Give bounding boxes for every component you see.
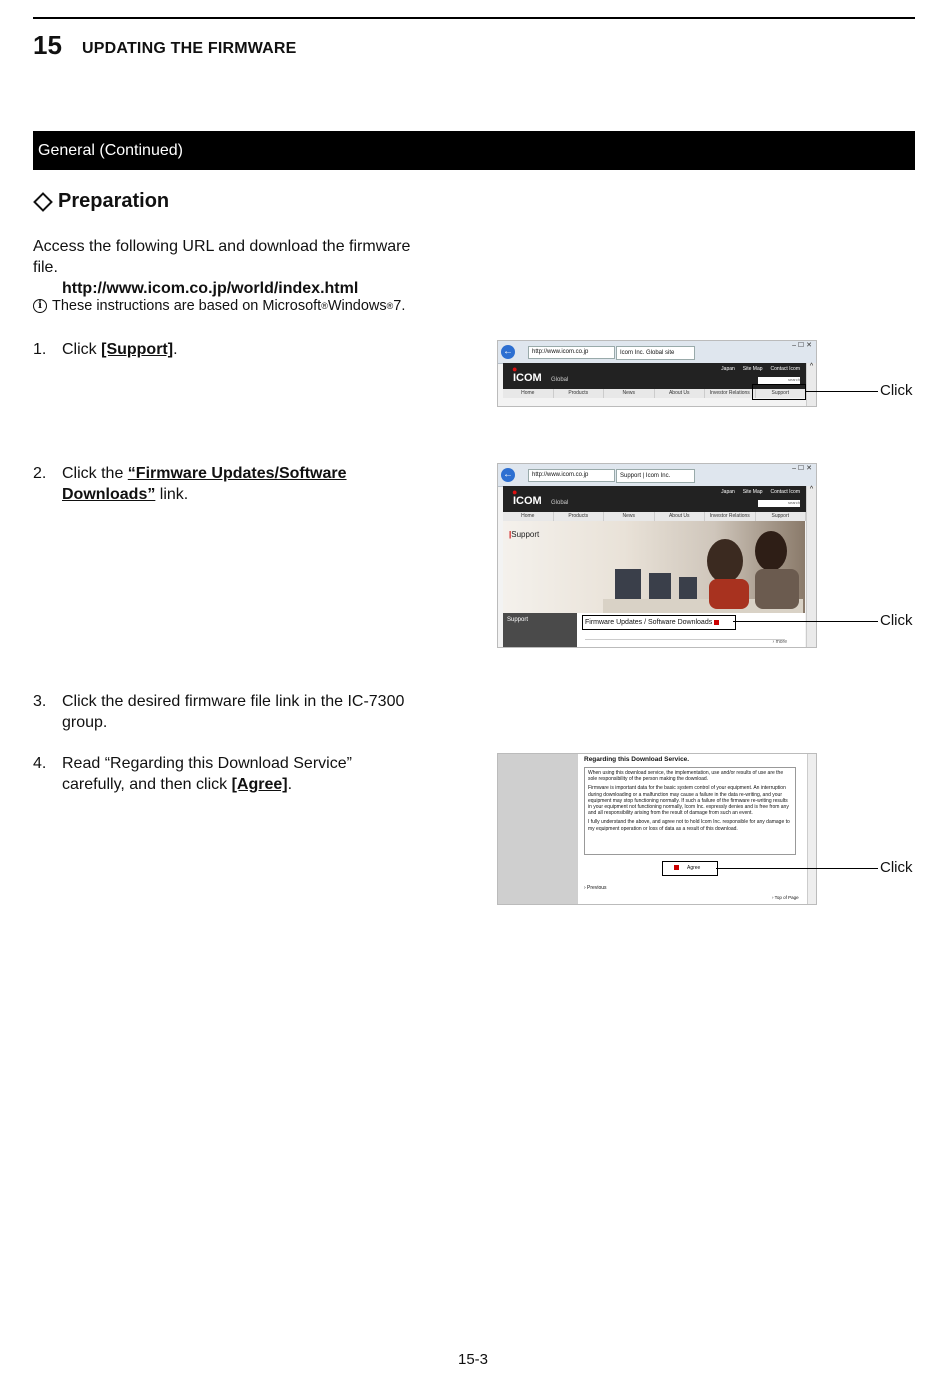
chapter-number: 15 (33, 30, 62, 60)
section-band-title: General (Continued) (38, 142, 183, 159)
icom-logo (512, 364, 542, 384)
address-bar[interactable]: http://www.icom.co.jp (528, 469, 615, 482)
registered-mark-1: ® (321, 301, 328, 311)
intro-line-1: Access the following URL and download the firmware (33, 238, 411, 255)
agreement-paragraph-2: Firmware is important data for the basic system control of your equipment. An interruption during downloading or a malfunction may cause a failure in the data re-writing, and your equipment may stop functioning normally. If such a failure of the firmware re-writing results in your equipment not functioning normally, Icom Inc. expressly denies and is free from any and all responsibility arising from the result of damage from such an event. (588, 785, 789, 817)
logo-mark-icon: ● (512, 364, 518, 374)
subsection-heading (33, 190, 169, 213)
agree-button-label: Agree (687, 865, 701, 871)
agreement-title: Regarding this Download Service. (584, 756, 690, 763)
step-number: 4. (33, 755, 47, 772)
support-sidebar (503, 613, 577, 647)
icom-logo (512, 487, 542, 507)
firmware-downloads-link[interactable] (582, 615, 736, 630)
step-text-pre: carefully, and then click (62, 776, 232, 793)
agree-button[interactable] (662, 861, 718, 876)
chapter-title: UPDATING THE FIRMWARE (82, 40, 297, 57)
step-2 (33, 463, 473, 507)
page-number: 15-3 (458, 1351, 489, 1368)
nav-home[interactable]: Home (503, 389, 554, 398)
click-label-3: Click (880, 859, 913, 876)
firmware-url[interactable]: http://www.icom.co.jp/world/index.html (62, 280, 359, 297)
screenshot-icom-home (497, 340, 817, 407)
callout-line-1 (805, 391, 878, 392)
click-label-2: Click (880, 612, 913, 629)
contact-link[interactable]: Contact Icom (770, 489, 800, 495)
step-text-post: . (287, 776, 293, 793)
nav-news[interactable]: News (604, 512, 655, 521)
nav-about[interactable]: About Us (655, 389, 706, 398)
step-number: 1. (33, 341, 47, 358)
nav-products[interactable]: Products (554, 512, 605, 521)
support-link-ref: [Support] (101, 341, 174, 358)
japan-link[interactable]: Japan (721, 489, 735, 495)
support-heading: |Support (509, 530, 540, 539)
step-text-post: . (173, 341, 178, 358)
header-links (713, 366, 800, 372)
support-highlight-box (752, 384, 806, 400)
click-label-1: Click (880, 382, 913, 399)
note-text-a: These instructions are based on Microsoft (52, 298, 322, 314)
agree-link-ref: [Agree] (231, 776, 288, 793)
step-text-line-2: group. (62, 714, 108, 731)
agreement-textbox[interactable] (584, 767, 796, 855)
scrollbar[interactable]: ^ (806, 363, 816, 406)
more-link[interactable]: › more (772, 639, 787, 645)
step-text-pre: Click the (62, 465, 128, 482)
step-text (62, 339, 462, 360)
operators-illustration (503, 521, 805, 613)
top-of-page-link[interactable]: › Top of Page (772, 895, 799, 900)
nav-support[interactable]: Support (756, 389, 807, 398)
logo-text: ICOM (513, 495, 542, 507)
windows-note (33, 298, 405, 314)
divider (585, 639, 785, 640)
top-rule (33, 17, 915, 19)
nav-investor[interactable]: Investor Relations (705, 512, 756, 521)
support-banner-image (503, 521, 805, 613)
scrollbar[interactable]: ^ (806, 486, 816, 647)
firmware-downloads-link-text: Firmware Updates / Software Downloads (585, 619, 713, 626)
red-bullet-icon (674, 865, 679, 870)
step-text-line-1: Click the desired firmware file link in the IC-7300 (62, 693, 405, 710)
browser-tab[interactable]: Icom Inc. Global site (616, 346, 695, 360)
callout-line-2 (733, 621, 878, 622)
sitemap-link[interactable]: Site Map (742, 366, 763, 372)
global-label: Global (551, 377, 569, 383)
step-text (62, 753, 462, 795)
browser-toolbar (498, 464, 816, 487)
agreement-paragraph-3: I fully understand the above, and agree not to hold Icom Inc. responsible for any damage to my equipment operation or loss of data as a result of this download. (588, 819, 790, 832)
global-label: Global (551, 500, 569, 506)
back-arrow-icon[interactable]: ← (503, 346, 513, 357)
nav-about[interactable]: About Us (655, 512, 706, 521)
scrollbar[interactable] (807, 754, 816, 904)
back-arrow-icon[interactable]: ← (503, 469, 513, 480)
header-links (713, 489, 800, 495)
window-controls[interactable]: – ☐ ✕ (792, 342, 812, 349)
step-number: 2. (33, 465, 47, 482)
note-text-b: Windows (327, 298, 387, 314)
step-text (62, 463, 462, 505)
nav-news[interactable]: News (604, 389, 655, 398)
contact-link[interactable]: Contact Icom (770, 366, 800, 372)
red-bullet-icon (714, 620, 719, 625)
firmware-link-ref-1: “Firmware Updates/Software (127, 465, 347, 482)
sitemap-link[interactable]: Site Map (742, 489, 763, 495)
step-text-line-1: Read “Regarding this Download Service” (62, 755, 352, 772)
address-bar[interactable]: http://www.icom.co.jp (528, 346, 615, 359)
diamond-icon (33, 192, 53, 212)
step-3 (33, 691, 473, 735)
subsection-title: Preparation (58, 190, 170, 212)
info-icon: i (33, 299, 47, 313)
step-text-post: link. (155, 486, 189, 503)
step-text (62, 691, 462, 733)
firmware-link-ref-2: Downloads” (62, 486, 156, 503)
support-sidebar-label: Support (507, 617, 529, 623)
step-1 (33, 339, 473, 363)
nav-home[interactable]: Home (503, 512, 554, 521)
support-heading-text: Support (511, 530, 540, 539)
search-input[interactable]: search (758, 500, 800, 507)
japan-link[interactable]: Japan (721, 366, 735, 372)
section-band (33, 131, 915, 170)
nav-support[interactable]: Support (756, 512, 807, 521)
search-input[interactable]: search (758, 377, 800, 384)
logo-mark-icon: ● (512, 487, 518, 497)
agreement-paragraph-1: When using this download service, the implementation, use and/or results of use are the sole responsibility of the person making the download. (588, 770, 784, 783)
window-controls[interactable]: – ☐ ✕ (792, 465, 812, 472)
step-4 (33, 753, 473, 797)
browser-toolbar (498, 341, 816, 364)
note-text-c: 7. (393, 298, 406, 314)
registered-mark-2: ® (386, 301, 394, 311)
intro-line-2: file. (33, 259, 58, 276)
intro-text (33, 236, 463, 299)
nav-investor[interactable]: Investor Relations (705, 389, 756, 398)
site-nav (503, 512, 806, 521)
logo-text: ICOM (513, 372, 542, 384)
left-gray-panel (498, 754, 578, 904)
step-number: 3. (33, 693, 47, 710)
site-header (503, 486, 806, 512)
browser-tab[interactable]: Support | Icom Inc. (616, 469, 695, 483)
callout-line-3 (716, 868, 878, 869)
previous-link[interactable]: › Previous (584, 885, 607, 891)
step-text-pre: Click (62, 341, 102, 358)
nav-products[interactable]: Products (554, 389, 605, 398)
screenshot-download-agreement (497, 753, 817, 905)
